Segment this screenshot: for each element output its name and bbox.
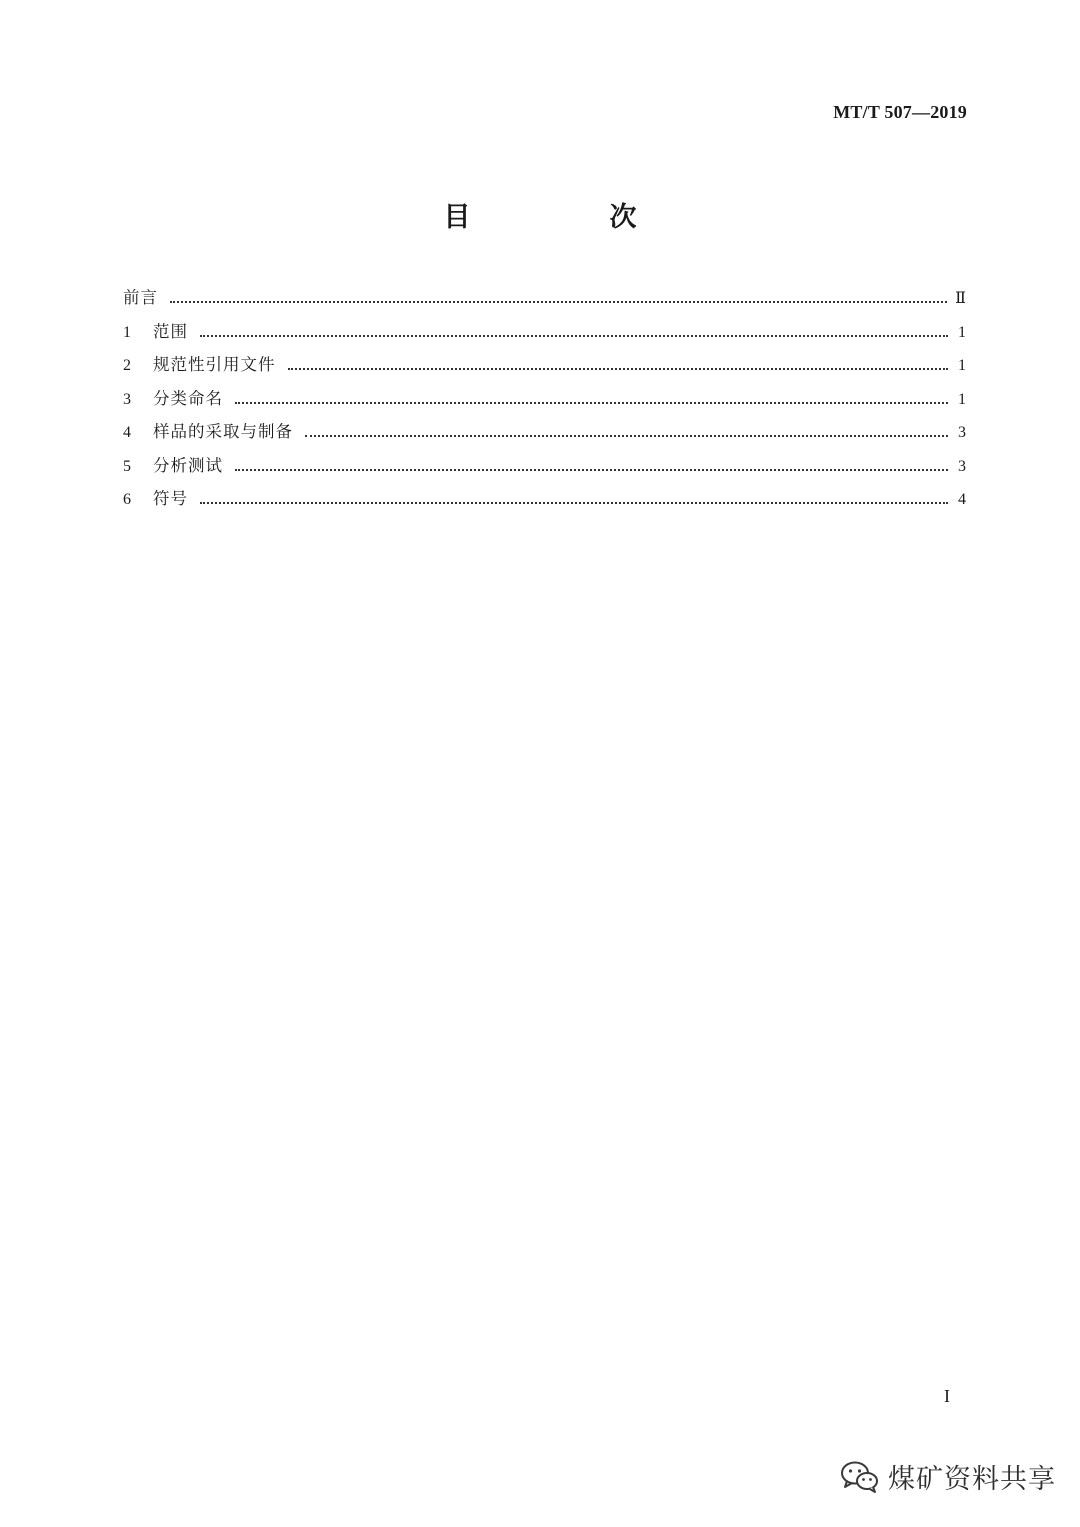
watermark — [840, 1457, 1056, 1496]
toc-entry-page: 3 — [958, 457, 966, 475]
toc-leader-dots — [235, 401, 948, 404]
toc-entry-number: 5 — [123, 457, 131, 475]
toc-entry-label: 规范性引用文件 — [153, 355, 276, 374]
toc-entry-number: 1 — [123, 323, 131, 341]
toc-entry-label: 分析测试 — [153, 455, 223, 475]
toc-entry-number: 4 — [123, 424, 131, 441]
toc-leader-dots — [200, 334, 948, 337]
toc-entry-page: 1 — [958, 390, 966, 408]
toc-entry-label: 分类命名 — [153, 388, 223, 408]
page-number: I — [944, 1386, 950, 1406]
toc-entry-label: 范围 — [153, 321, 188, 341]
toc-entry-scope[interactable] — [123, 318, 966, 352]
toc-entry-classification[interactable] — [123, 385, 966, 419]
toc-entry-normative-references[interactable] — [123, 351, 966, 385]
toc-entry-page: 1 — [958, 357, 966, 374]
toc-leader-dots — [288, 367, 949, 370]
toc-entry-label: 符号 — [153, 489, 188, 508]
toc-entry-page: Ⅱ — [955, 290, 966, 307]
toc-entry-symbols[interactable] — [123, 485, 966, 519]
toc-leader-dots — [235, 468, 948, 471]
toc-leader-dots — [170, 300, 947, 303]
table-of-contents — [123, 284, 966, 519]
watermark-text: 煤矿资料共享 — [888, 1464, 1056, 1495]
wechat-icon — [840, 1460, 880, 1494]
toc-entry-label: 样品的采取与制备 — [153, 422, 293, 441]
toc-entry-number: 2 — [123, 357, 131, 374]
toc-leader-dots — [200, 501, 948, 504]
toc-entry-page: 3 — [958, 424, 966, 441]
toc-title: 目 次 — [443, 202, 693, 233]
toc-entry-analysis[interactable] — [123, 452, 966, 486]
toc-entry-foreword[interactable] — [123, 284, 966, 318]
toc-entry-sampling[interactable] — [123, 418, 966, 452]
toc-entry-number: 3 — [123, 390, 131, 408]
toc-entry-page: 1 — [958, 323, 966, 341]
toc-entry-label: 前言 — [123, 288, 158, 307]
standard-code: MT/T 507—2019 — [833, 102, 967, 122]
toc-entry-page: 4 — [958, 491, 966, 508]
toc-leader-dots — [305, 434, 948, 437]
toc-entry-number: 6 — [123, 491, 131, 508]
